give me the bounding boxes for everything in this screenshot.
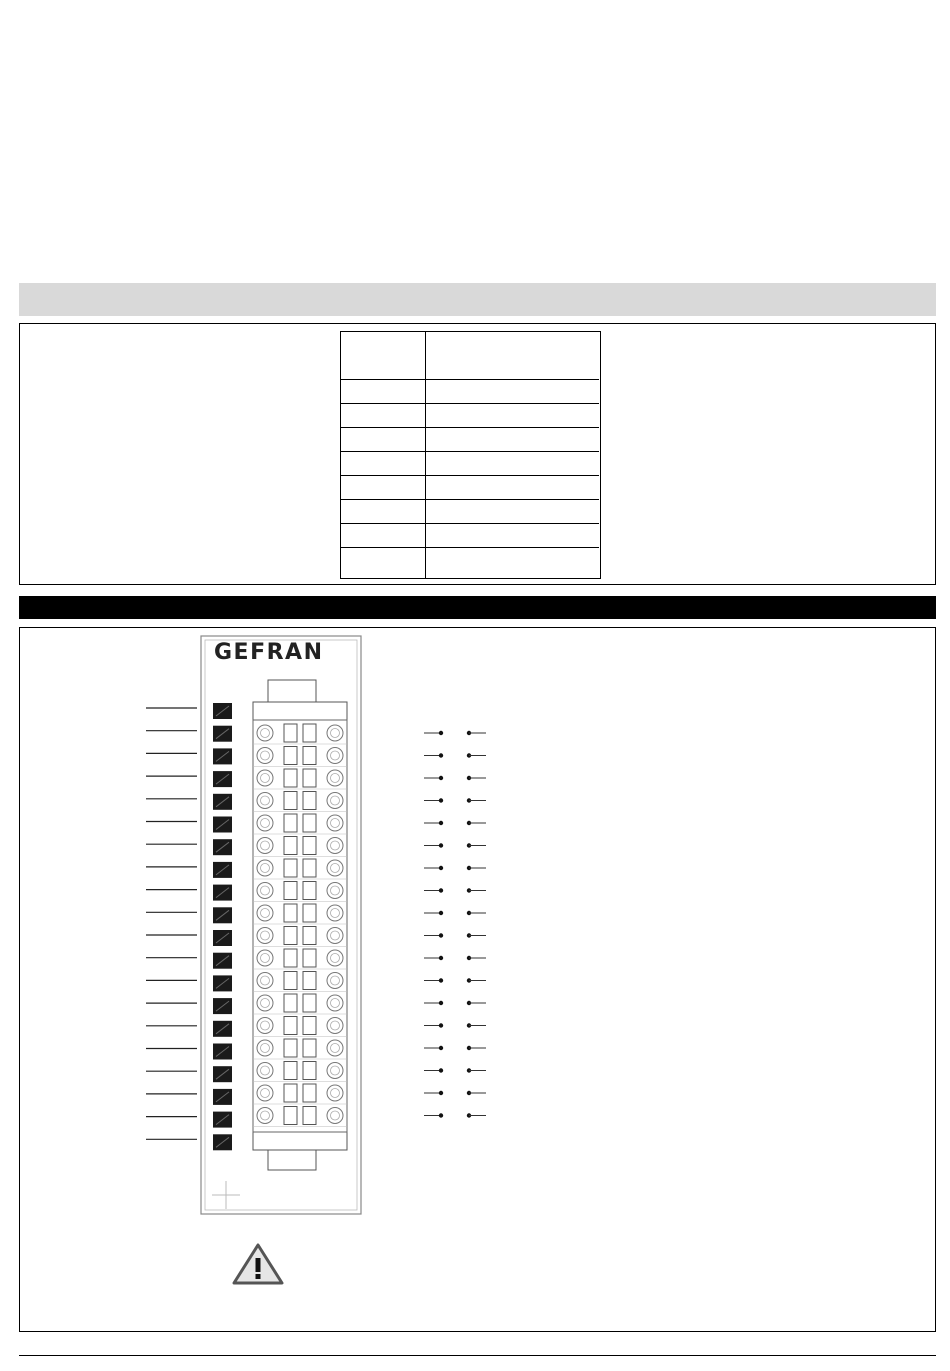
top-rail bbox=[253, 702, 347, 720]
pin-dot-left bbox=[439, 911, 443, 915]
terminal-screw-right bbox=[327, 973, 343, 989]
terminal-slot-left bbox=[284, 837, 297, 855]
terminal-slot-left bbox=[284, 814, 297, 832]
terminal-slot-left bbox=[284, 1084, 297, 1102]
terminal-slot-right bbox=[303, 814, 316, 832]
bottom-rail bbox=[253, 1132, 347, 1150]
terminal-slot-left bbox=[284, 949, 297, 967]
terminal-slot-left bbox=[284, 1107, 297, 1125]
terminal-slot-right bbox=[303, 994, 316, 1012]
terminal-screw-right bbox=[327, 725, 343, 741]
terminal-screw-left bbox=[257, 1063, 273, 1079]
terminal-slot-left bbox=[284, 882, 297, 900]
terminal-slot-left bbox=[284, 1062, 297, 1080]
terminal-slot-left bbox=[284, 724, 297, 742]
terminal-screw-left bbox=[257, 1040, 273, 1056]
terminal-screw-right bbox=[327, 995, 343, 1011]
pin-dot-left bbox=[439, 866, 443, 870]
terminal-slot-right bbox=[303, 972, 316, 990]
terminal-screw-left bbox=[257, 770, 273, 786]
terminal-screw-right bbox=[327, 793, 343, 809]
terminal-screw-right bbox=[327, 860, 343, 876]
terminal-screw-left bbox=[257, 928, 273, 944]
terminal-screw-left bbox=[257, 860, 273, 876]
terminal-screw-left bbox=[257, 995, 273, 1011]
terminal-slot-left bbox=[284, 859, 297, 877]
terminal-screw-left bbox=[257, 1108, 273, 1124]
pin-dot-left bbox=[439, 843, 443, 847]
pin-dot-left bbox=[439, 933, 443, 937]
terminal-screw-right bbox=[327, 950, 343, 966]
terminal-slot-right bbox=[303, 859, 316, 877]
terminal-screw-right bbox=[327, 1063, 343, 1079]
terminal-slot-right bbox=[303, 904, 316, 922]
pin-dot-left bbox=[439, 1113, 443, 1117]
top-clip bbox=[268, 680, 316, 702]
terminal-screw-left bbox=[257, 905, 273, 921]
pin-dot-left bbox=[439, 753, 443, 757]
terminal-screw-right bbox=[327, 815, 343, 831]
pin-dot-left bbox=[439, 776, 443, 780]
terminal-slot-right bbox=[303, 1017, 316, 1035]
terminal-screw-right bbox=[327, 1018, 343, 1034]
brand-logo: GEFRAN bbox=[214, 640, 324, 665]
pin-dot-left bbox=[439, 1023, 443, 1027]
pin-dot-left bbox=[439, 1046, 443, 1050]
terminal-slot-right bbox=[303, 1107, 316, 1125]
pin-dot-left bbox=[439, 888, 443, 892]
pin-dot-left bbox=[439, 978, 443, 982]
terminal-slot-right bbox=[303, 927, 316, 945]
terminal-screw-left bbox=[257, 725, 273, 741]
terminal-screw-right bbox=[327, 1108, 343, 1124]
terminal-slot-left bbox=[284, 1039, 297, 1057]
terminal-screw-left bbox=[257, 1018, 273, 1034]
terminal-screw-left bbox=[257, 793, 273, 809]
pin-dot-left bbox=[439, 1091, 443, 1095]
terminal-slot-right bbox=[303, 724, 316, 742]
terminal-screw-left bbox=[257, 815, 273, 831]
terminal-screw-right bbox=[327, 928, 343, 944]
terminal-screw-right bbox=[327, 770, 343, 786]
terminal-screw-right bbox=[327, 1040, 343, 1056]
terminal-slot-right bbox=[303, 792, 316, 810]
terminal-screw-left bbox=[257, 1085, 273, 1101]
terminal-screw-left bbox=[257, 748, 273, 764]
terminal-slot-left bbox=[284, 927, 297, 945]
terminal-slot-left bbox=[284, 769, 297, 787]
terminal-slot-right bbox=[303, 1039, 316, 1057]
terminal-slot-right bbox=[303, 882, 316, 900]
pin-dot-left bbox=[439, 956, 443, 960]
pin-dot-left bbox=[439, 821, 443, 825]
terminal-screw-right bbox=[327, 1085, 343, 1101]
terminal-screw-left bbox=[257, 838, 273, 854]
terminal-slot-left bbox=[284, 792, 297, 810]
led-leader-lines bbox=[146, 708, 197, 1139]
terminal-slot-right bbox=[303, 747, 316, 765]
terminal-screw-left bbox=[257, 950, 273, 966]
terminal-screw-right bbox=[327, 748, 343, 764]
terminal-slot-left bbox=[284, 994, 297, 1012]
terminal-screw-right bbox=[327, 905, 343, 921]
terminal-screw-right bbox=[327, 838, 343, 854]
terminal-screw-right bbox=[327, 883, 343, 899]
pin-dot-left bbox=[439, 1001, 443, 1005]
terminal-slot-left bbox=[284, 972, 297, 990]
terminal-pin-pairs bbox=[424, 731, 486, 1118]
warning-triangle-icon bbox=[234, 1245, 282, 1283]
terminal-screw-left bbox=[257, 973, 273, 989]
terminal-screw-left bbox=[257, 883, 273, 899]
terminal-slot-right bbox=[303, 769, 316, 787]
pin-dot-left bbox=[439, 1068, 443, 1072]
terminal-slot-right bbox=[303, 837, 316, 855]
pin-dot-left bbox=[439, 731, 443, 735]
footer-rule bbox=[19, 1355, 936, 1356]
pin-dot-left bbox=[439, 798, 443, 802]
terminal-slot-left bbox=[284, 1017, 297, 1035]
terminal-slot-right bbox=[303, 949, 316, 967]
terminal-slot-left bbox=[284, 904, 297, 922]
terminal-slot-left bbox=[284, 747, 297, 765]
terminal-slot-right bbox=[303, 1062, 316, 1080]
terminal-slot-right bbox=[303, 1084, 316, 1102]
bottom-clip bbox=[268, 1150, 316, 1170]
